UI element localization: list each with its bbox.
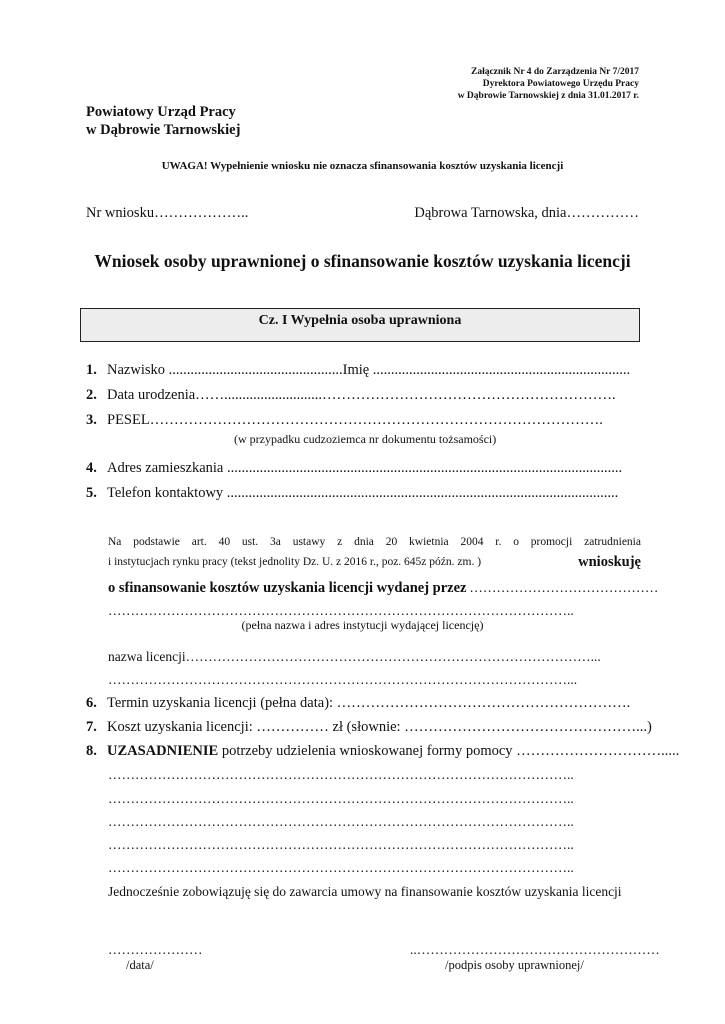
field-pesel[interactable] [86,412,603,429]
legal-word: zatrudnienia [584,536,641,548]
office-line-2: w Dąbrowie Tarnowskiej [86,122,241,138]
field-text: Adres zamieszkania ............................................................................................................. [107,460,623,476]
legal-word: promocji [530,536,573,548]
issuer-line[interactable]: ………………………………………………………………………………………….. [108,603,574,618]
annex-header [458,66,639,102]
commitment-text: Jednocześnie zobowiązuję się do zawarcia umowy na finansowanie kosztów uzyskania licencji [108,884,622,899]
legal-word: z [337,536,343,548]
field-phone[interactable] [86,485,618,502]
annex-line-1: Załącznik Nr 4 do Zarządzenia Nr 7/2017 [470,67,639,77]
legal-word: podstawie [133,536,180,548]
field-number: 7. [86,719,97,735]
legal-line-3-bold: o sfinansowanie kosztów uzyskania licencji wydanej przez [108,580,467,596]
legal-word: 2004 [460,536,484,548]
document-title: Wniosek osoby uprawnionej o sfinansowanie kosztów uzyskania licencji [94,251,631,271]
field-number: 6. [86,695,97,711]
part-header-label: Cz. I Wypełnia osoba uprawniona [258,313,462,328]
date-signature-dots[interactable]: ………………… [108,942,203,957]
legal-line-1-words [108,536,641,548]
field-text: Nazwisko ................................................Imię ....................................................................... [107,362,631,378]
office-name [86,103,240,139]
field-text: potrzeby udzielenia wnioskowanej formy pomocy …………………………..... [218,743,680,759]
pesel-note: (w przypadku cudzoziemca nr dokumentu tożsamości) [234,432,497,446]
legal-line-2-text: i instytucjach rynku pracy (tekst jednolity Dz. U. z 2016 r., poz. 645z późn. zm. ) [108,556,482,568]
legal-word: r. [495,536,502,548]
date-label: /data/ [126,958,154,972]
field-number: 4. [86,460,97,476]
field-license-date[interactable] [86,695,630,712]
annex-line-2: Dyrektora Powiatowego Urzędu Pracy [482,79,639,89]
place-date-field[interactable]: Dąbrowa Tarnowska, dnia…………… [414,205,639,221]
legal-word: 20 [385,536,398,548]
justification-line[interactable]: ………………………………………………………………………………………….. [108,767,574,782]
justification-line[interactable]: ………………………………………………………………………………………….. [108,791,574,806]
issuer-dots: …………………………………… [469,580,659,595]
field-number: 5. [86,485,97,501]
legal-word: Na [108,536,122,548]
legal-line-1 [108,536,641,548]
legal-word: dnia [354,536,374,548]
justification-line[interactable]: ………………………………………………………………………………………….. [108,814,574,829]
legal-request-word: wnioskuję [578,554,641,570]
issuer-note: (pełna nazwa i adres instytucji wydającej licencję) [241,618,484,632]
field-surname-name[interactable] [86,362,630,379]
field-text: PESEL…………………………………………………………………………………. [107,412,603,428]
legal-line-3[interactable] [108,580,658,597]
legal-word: 40 [218,536,231,548]
part-header-box [80,308,640,342]
legal-word: art. [191,536,207,548]
legal-word: ust. [241,536,259,548]
signature-dots[interactable]: ..……………………………………………… [410,942,660,957]
field-birth-date[interactable] [86,387,616,404]
field-justification[interactable] [86,743,679,760]
field-text: Data urodzenia……...........................……………………………………………………. [107,387,616,403]
legal-word: o [513,536,519,548]
justification-line[interactable]: ………………………………………………………………………………………….. [108,837,574,852]
legal-word: 3a [270,536,281,548]
legal-word: ustawy [292,536,326,548]
field-number: 3. [86,412,97,428]
justification-heading: UZASADNIENIE [107,743,219,759]
application-number-field[interactable]: Nr wniosku……………….. [86,205,249,221]
field-text: Telefon kontaktowy ............................................................................................................ [107,485,619,501]
annex-line-3: w Dąbrowie Tarnowskiej z dnia 31.01.2017 r. [457,91,639,101]
field-number: 2. [86,387,97,403]
office-line-1: Powiatowy Urząd Pracy [86,104,236,120]
legal-line-2 [108,556,641,568]
justification-line[interactable]: ………………………………………………………………………………………….. [108,860,574,875]
field-number: 8. [86,743,97,759]
license-name-line-2[interactable]: …………………………………………………………………………………………... [108,672,578,687]
signature-label: /podpis osoby uprawnionej/ [445,958,584,972]
field-number: 1. [86,362,97,378]
license-name-field[interactable]: nazwa licencji………………………………………………………………………………... [108,649,601,664]
field-address[interactable] [86,460,622,477]
field-text: Koszt uzyskania licencji: …………… zł (słownie: …………………………………………...) [107,719,652,735]
warning-notice: UWAGA! Wypełnienie wniosku nie oznacza sfinansowania kosztów uzyskania licencji [161,160,564,172]
field-text: Termin uzyskania licencji (pełna data): ……………………………………………………. [107,695,631,711]
legal-word: kwietnia [409,536,449,548]
field-license-cost[interactable] [86,719,652,736]
